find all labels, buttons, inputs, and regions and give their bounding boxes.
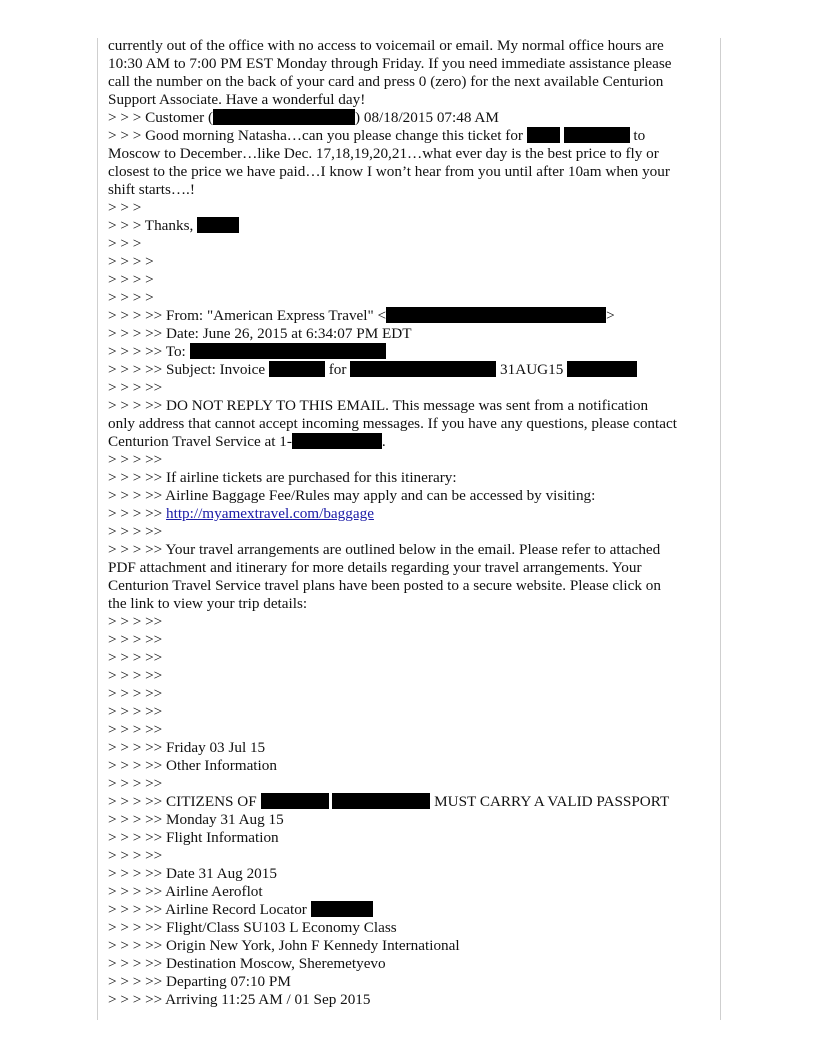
quote-line: > > > >> xyxy=(108,613,163,630)
citizens-line xyxy=(108,793,712,811)
intro-line: currently out of the office with no access to voicemail or email. My normal office hours are xyxy=(108,37,664,54)
quote-line: > > > >> xyxy=(108,847,163,864)
subject-for: for xyxy=(328,361,347,378)
intro-line: Support Associate. Have a wonderful day! xyxy=(108,91,366,108)
arrangements-line: > > > >> Your travel arrangements are outlined below in the email. Please refer to attached xyxy=(108,541,661,558)
redaction-block xyxy=(567,361,637,377)
quote-line: > > > xyxy=(108,235,142,252)
customer-line xyxy=(108,109,712,127)
from-text: > > > >> From: "American Express Travel" < xyxy=(108,307,387,324)
redaction-block xyxy=(269,361,325,377)
intro-line: 10:30 AM to 7:00 PM EST Monday through Friday. If you need immediate assistance please xyxy=(108,55,672,72)
quote-line: > > > >> xyxy=(108,703,163,720)
request-line: closest to the price we have paid…I know I won’t hear from you until after 10am when your xyxy=(108,163,670,180)
contact-line xyxy=(108,433,712,451)
flight-airline: > > > >> Airline Aeroflot xyxy=(108,883,263,900)
flight-arriving: > > > >> Arriving 11:25 AM / 01 Sep 2015 xyxy=(108,991,371,1008)
request-text: > > > Good morning Natasha…can you please change this ticket for xyxy=(108,127,523,144)
quote-line: > > > >> xyxy=(108,451,163,468)
customer-prefix: > > > Customer ( xyxy=(108,109,213,126)
quote-line: > > > >> xyxy=(108,379,163,396)
quote-line: > > > >> xyxy=(108,631,163,648)
redaction-block xyxy=(190,343,386,359)
redaction-block xyxy=(292,433,382,449)
intro-line: call the number on the back of your card and press 0 (zero) for the next available Centurion xyxy=(108,73,664,90)
flight-date: > > > >> Date 31 Aug 2015 xyxy=(108,865,277,882)
redaction-block xyxy=(386,307,606,323)
quote-line: > > > >> xyxy=(108,721,163,738)
notice-line: > > > >> DO NOT REPLY TO THIS EMAIL. This message was sent from a notification xyxy=(108,397,649,414)
notice-line: only address that cannot accept incoming messages. If you have any questions, please contact xyxy=(108,415,677,432)
subject-line xyxy=(108,361,712,379)
redaction-block xyxy=(350,361,496,377)
arrangements-line: PDF attachment and itinerary for more details regarding your travel arrangements. Your xyxy=(108,559,642,576)
subject-text: > > > >> Subject: Invoice xyxy=(108,361,266,378)
quote-line: > > > > xyxy=(108,271,154,288)
customer-timestamp: ) 08/18/2015 07:48 AM xyxy=(355,109,499,126)
arrangements-line: Centurion Travel Service travel plans have been posted to a secure website. Please click on xyxy=(108,577,661,594)
itinerary-day: > > > >> Monday 31 Aug 15 xyxy=(108,811,284,828)
contact-suffix: . xyxy=(381,433,386,450)
quote-line: > > > xyxy=(108,199,142,216)
flight-destination: > > > >> Destination Moscow, Sheremetyevo xyxy=(108,955,386,972)
record-locator-text: > > > >> Airline Record Locator xyxy=(108,901,307,918)
redaction-block xyxy=(311,901,373,917)
quote-line: > > > >> xyxy=(108,775,163,792)
request-line xyxy=(108,127,712,145)
to-text: > > > >> To: xyxy=(108,343,186,360)
redaction-block xyxy=(213,109,355,125)
redaction-block xyxy=(527,127,560,143)
contact-text: Centurion Travel Service at 1- xyxy=(108,433,292,450)
other-information: > > > >> Other Information xyxy=(108,757,277,774)
to-line xyxy=(108,343,712,361)
baggage-link[interactable]: http://myamextravel.com/baggage xyxy=(166,505,374,522)
quote-line: > > > > xyxy=(108,289,154,306)
flight-class: > > > >> Flight/Class SU103 L Economy Class xyxy=(108,919,397,936)
quote-line: > > > >> xyxy=(108,523,163,540)
date-line: > > > >> Date: June 26, 2015 at 6:34:07 PM EDT xyxy=(108,325,412,342)
citizens-text: > > > >> CITIZENS OF xyxy=(108,793,257,810)
thanks-text: > > > Thanks, xyxy=(108,217,194,234)
request-line: shift starts….! xyxy=(108,181,195,198)
subject-date: 31AUG15 xyxy=(500,361,564,378)
thanks-line xyxy=(108,217,712,235)
baggage-fee-line: > > > >> Airline Baggage Fee/Rules may apply and can be accessed by visiting: xyxy=(108,487,596,504)
airline-tickets-line: > > > >> If airline tickets are purchased for this itinerary: xyxy=(108,469,457,486)
request-to: to xyxy=(633,127,646,144)
citizens-suffix: MUST CARRY A VALID PASSPORT xyxy=(434,793,670,810)
email-body xyxy=(108,37,712,1009)
record-locator-line xyxy=(108,901,712,919)
from-line xyxy=(108,307,712,325)
request-line: Moscow to December…like Dec. 17,18,19,20,21…what ever day is the best price to fly or xyxy=(108,145,659,162)
flight-departing: > > > >> Departing 07:10 PM xyxy=(108,973,291,990)
redaction-block xyxy=(564,127,630,143)
quote-line: > > > >> xyxy=(108,667,163,684)
quote-prefix: > > > >> xyxy=(108,505,163,522)
flight-information: > > > >> Flight Information xyxy=(108,829,279,846)
itinerary-day: > > > >> Friday 03 Jul 15 xyxy=(108,739,266,756)
arrangements-line: the link to view your trip details: xyxy=(108,595,308,612)
quote-line: > > > > xyxy=(108,253,154,270)
flight-origin: > > > >> Origin New York, John F Kennedy International xyxy=(108,937,460,954)
redaction-block xyxy=(197,217,239,233)
quote-line: > > > >> xyxy=(108,685,163,702)
redaction-block xyxy=(332,793,430,809)
redaction-block xyxy=(261,793,329,809)
baggage-link-line xyxy=(108,505,712,523)
quote-line: > > > >> xyxy=(108,649,163,666)
from-suffix: > xyxy=(606,307,615,324)
